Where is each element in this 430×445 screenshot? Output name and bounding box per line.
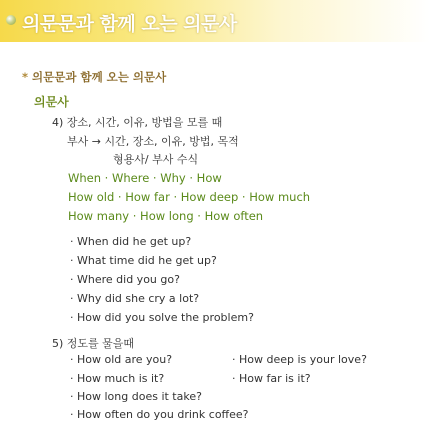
part5-heading: 5) 정도를 물을때 xyxy=(52,337,135,350)
example-sentence: · How much is it? xyxy=(70,372,164,385)
example-sentence: · How often do you drink coffee? xyxy=(70,408,249,421)
example-sentence: · How far is it? xyxy=(232,372,311,385)
question-words-row: How many · How long · How often xyxy=(68,209,264,223)
star-icon: * xyxy=(22,70,29,84)
example-sentence: · How long does it take? xyxy=(70,390,202,403)
example-sentence: · How deep is your love? xyxy=(232,353,367,366)
section-title-text: 의문문과 함께 오는 의문사 xyxy=(32,70,167,84)
example-sentence: · What time did he get up? xyxy=(70,254,217,267)
page-title: 의문문과 함께 오는 의문사 xyxy=(22,13,237,35)
question-words-row: How old · How far · How deep · How much xyxy=(68,190,311,204)
part4-line3: 형용사/ 부사 수식 xyxy=(113,153,199,166)
part4-heading: 4) 장소, 시간, 이유, 방법을 모를 때 xyxy=(52,116,223,129)
example-sentence: · How old are you? xyxy=(70,353,172,366)
example-sentence: · Why did she cry a lot? xyxy=(70,292,199,305)
example-sentence: · How did you solve the problem? xyxy=(70,311,254,324)
question-words-row: When · Where · Why · How xyxy=(68,171,222,185)
example-sentence: · When did he get up? xyxy=(70,235,191,248)
example-sentence: · Where did you go? xyxy=(70,273,180,286)
part4-line2: 부사 → 시간, 장소, 이유, 방법, 목적 xyxy=(67,135,239,148)
section-title xyxy=(22,69,166,85)
subtitle: 의문사 xyxy=(34,95,69,109)
bullet-icon xyxy=(6,15,16,25)
header-banner xyxy=(0,0,430,42)
